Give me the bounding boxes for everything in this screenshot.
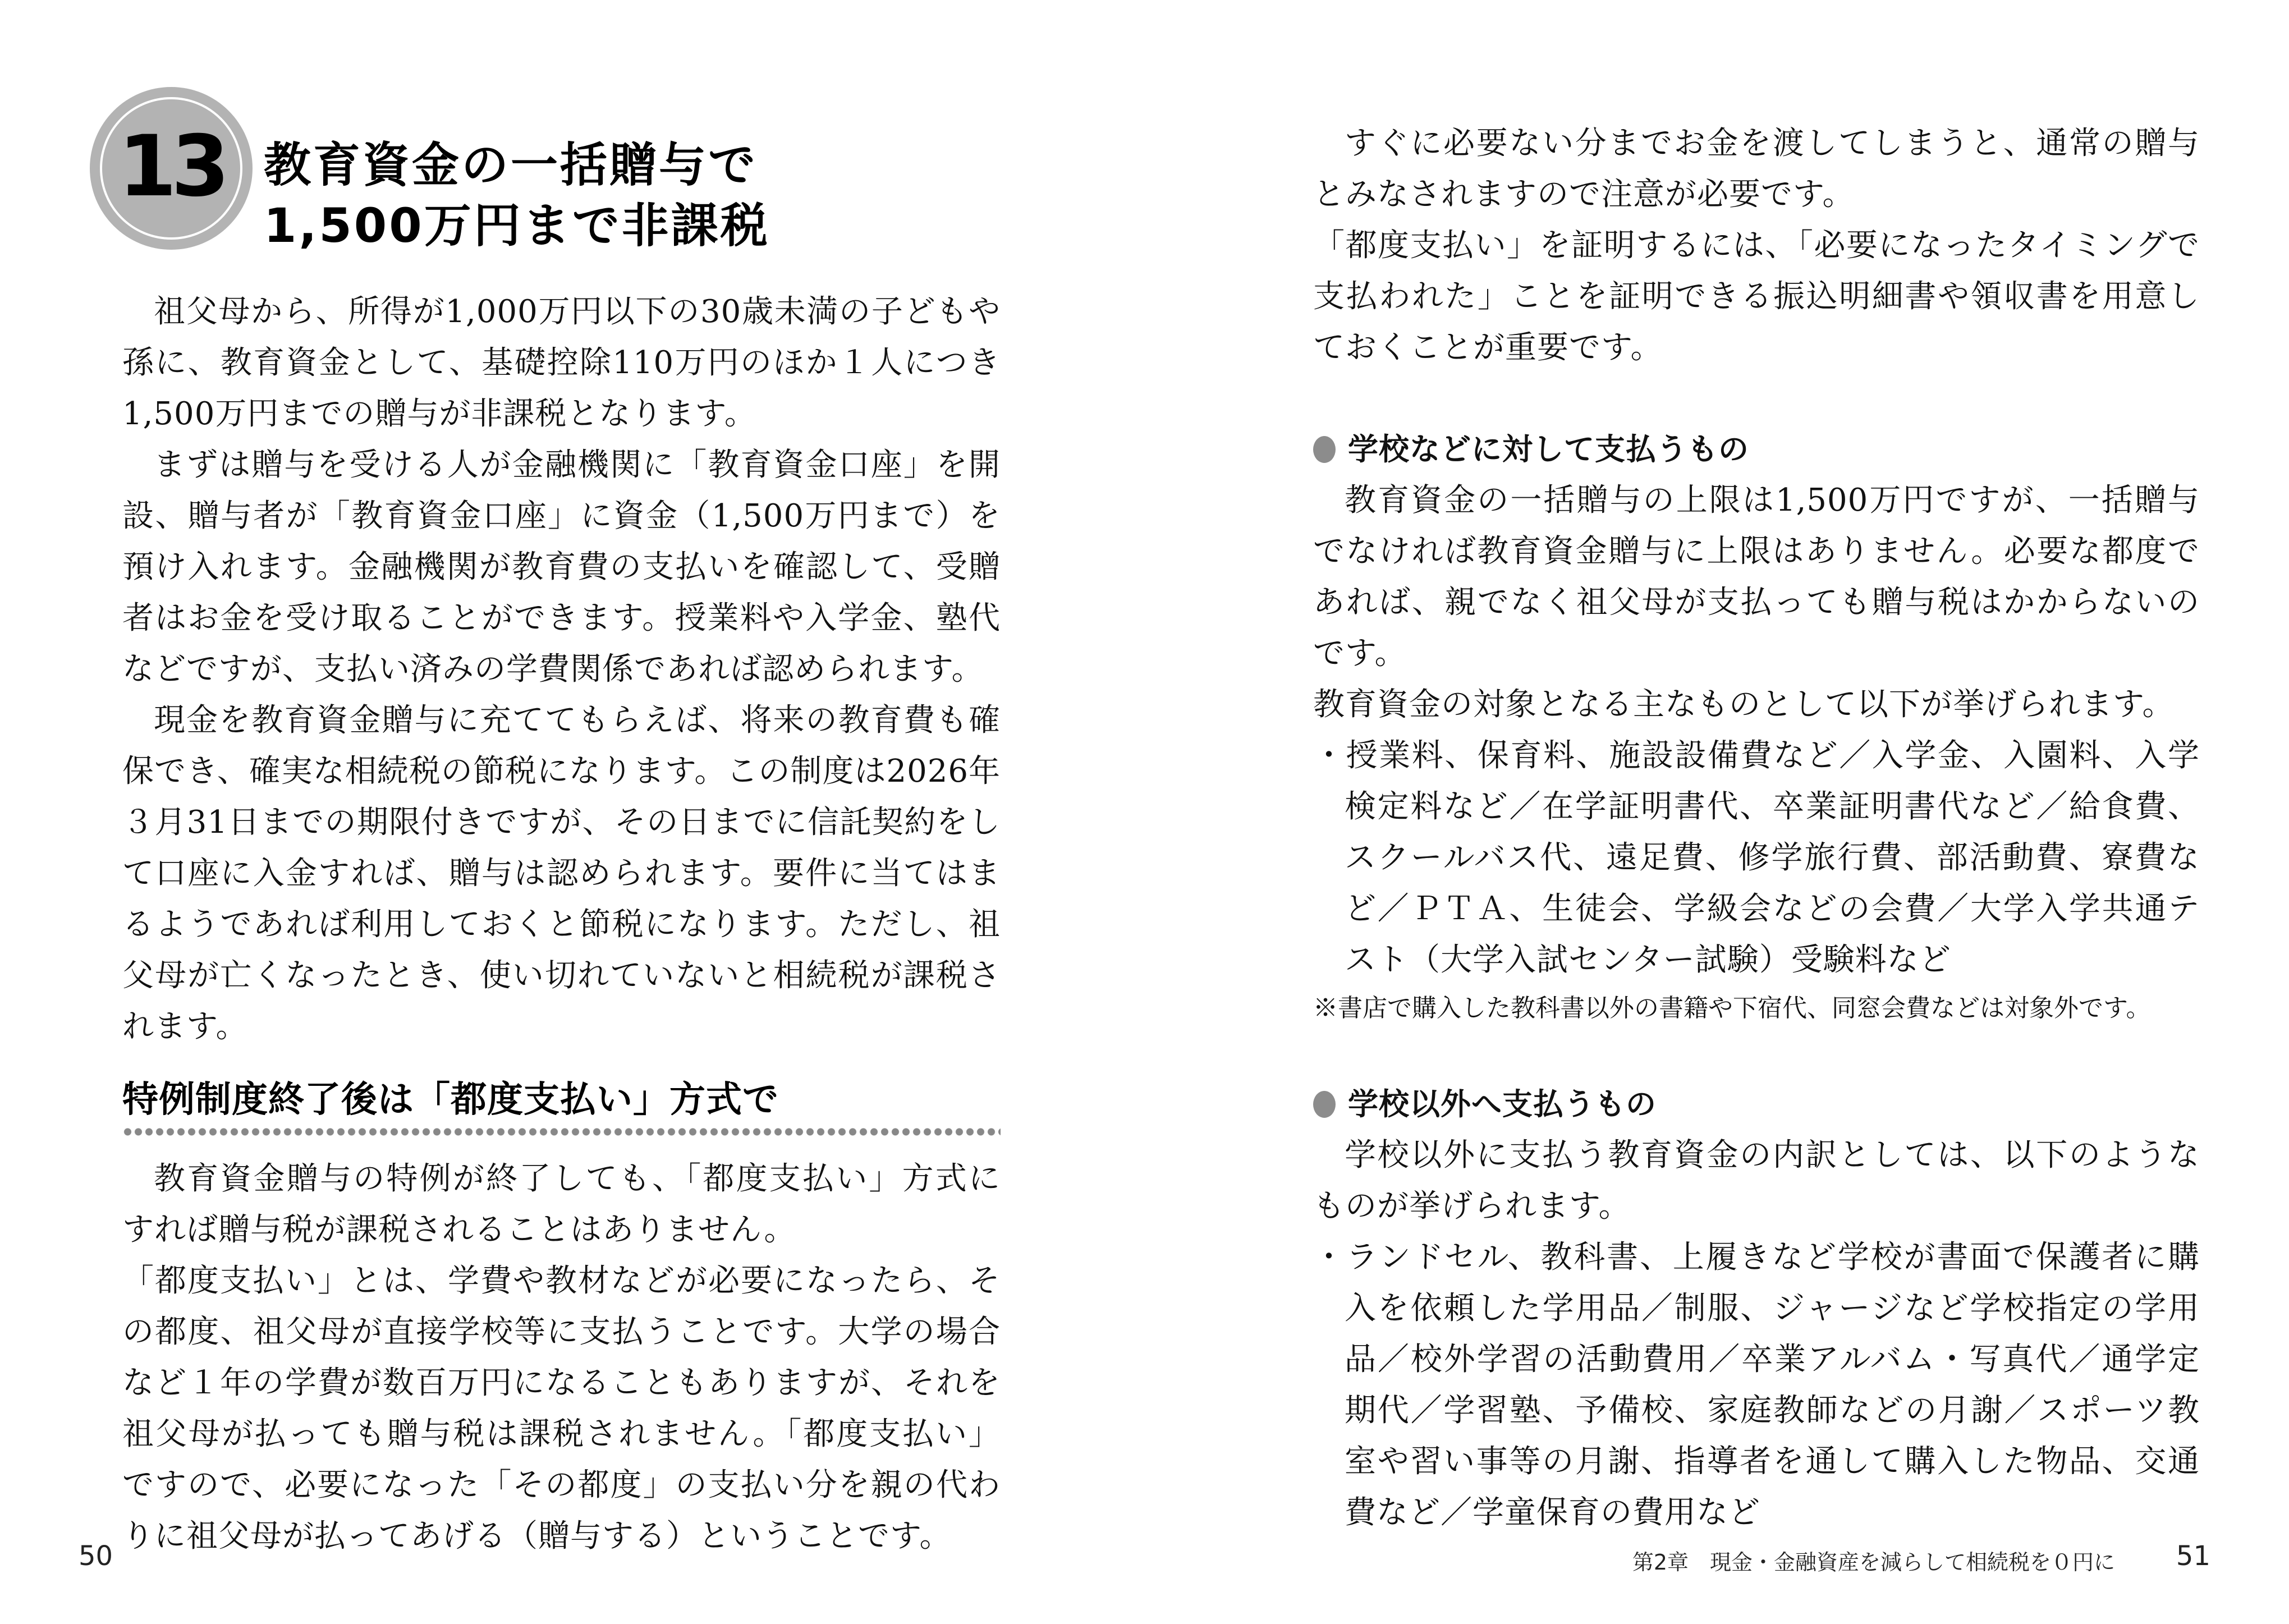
- subheading: 特例制度終了後は「都度支払い」方式で: [122, 1079, 779, 1121]
- paragraph: 教育資金の一括贈与の上限は1,500万円ですが、一括贈与でなければ教育資金贈与に上限はありません。必要な都度であれば、親でなく祖父母が支払っても贈与税はかからないのです。: [1313, 482, 2200, 672]
- dotted-divider: [122, 1127, 1001, 1136]
- paragraph: 現金を教育資金贈与に充ててもらえば、将来の教育費も確保でき、確実な相続税の節税になります。この制度は2026年３月31日までの期限付きですが、その日までに信託契約をして口座に入金すれば、贈与は認められます。要件に当てはまるようであれば利用しておくと節税になります。ただし、祖父母が亡くなったとき、使い切れていないと相続税が課税されます。: [122, 702, 1001, 1045]
- right-body: [1313, 118, 2200, 1538]
- page-number: 50: [79, 1540, 113, 1572]
- title-line-1: 教育資金の一括贈与で: [264, 137, 758, 192]
- list-item: ・ランドセル、教科書、上履きなど学校が書面で保護者に購入を依頼した学用品／制服、ジャージなど学校指定の学用品／校外学習の活動費用／卒業アルバム・写真代／通学定期代／学習塾、予備校、家庭教師などの月謝／スポーツ教室や習い事等の月謝、指導者を通して購入した物品、交通費など／学童保育の費用など: [1313, 1239, 2200, 1531]
- right-page: [1145, 0, 2289, 1624]
- section-heading-text: 学校以外へ支払うもの: [1348, 1086, 1657, 1122]
- paragraph: 教育資金贈与の特例が終了しても、「都度支払い」方式にすれば贈与税が課税されることはありません。: [122, 1160, 1001, 1248]
- bullet-circle-icon: [1313, 1091, 1336, 1118]
- section-heading-text: 学校などに対して支払うもの: [1348, 432, 1749, 467]
- bullet-circle-icon: [1313, 436, 1336, 463]
- page-title: [264, 135, 993, 256]
- section-heading: [1313, 1079, 2200, 1130]
- paragraph: 教育資金の対象となる主なものとして以下が挙げられます。: [1313, 686, 2175, 723]
- paragraph: 「都度支払い」とは、学費や教材などが必要になったら、その都度、祖父母が直接学校等に支払うことです。大学の場合など１年の学費が数百万円になることもありますが、それを祖父母が払っても贈与税は課税されません。「都度支払い」ですので、必要になった「その都度」の支払い分を親の代わりに祖父母が払ってあげる（贈与する）ということです。: [122, 1263, 1001, 1554]
- page-number: 51: [2176, 1540, 2210, 1572]
- section-number: 13: [118, 118, 224, 215]
- running-head: 第2章 現金・金融資産を減らして相続税を０円に: [1632, 1550, 2115, 1575]
- paragraph: 祖父母から、所得が1,000万円以下の30歳未満の子どもや孫に、教育資金として、基礎控除110万円のほか１人につき1,500万円までの贈与が非課税となります。: [122, 293, 1001, 432]
- paragraph: 「都度支払い」を証明するには、「必要になったタイミングで支払われた」ことを証明できる振込明細書や領収書を用意しておくことが重要です。: [1313, 227, 2200, 366]
- list-item: ・授業料、保育料、施設設備費など／入学金、入園料、入学検定料など／在学証明書代、卒業証明書代など／給食費、スクールバス代、遠足費、修学旅行費、部活動費、寮費など／ＰＴＡ、生徒会、学級会などの会費／大学入学共通テスト（大学入試センター試験）受験料など: [1313, 737, 2200, 978]
- paragraph: すぐに必要ない分までお金を渡してしまうと、通常の贈与とみなされますので注意が必要です。: [1313, 125, 2200, 213]
- paragraph: まずは贈与を受ける人が金融機関に「教育資金口座」を開設、贈与者が「教育資金口座」に資金（1,500万円まで）を預け入れます。金融機関が教育費の支払いを確認して、受贈者はお金を受け取ることができます。授業料や入学金、塾代などですが、支払い済みの学費関係であれば認められます。: [122, 447, 1001, 687]
- section-number-badge: [90, 87, 253, 250]
- left-page: [0, 0, 1144, 1624]
- left-body: [122, 286, 1001, 1562]
- footnote: ※書店で購入した教科書以外の書籍や下宿代、同窓会費などは対象外です。: [1313, 994, 2151, 1022]
- title-line-2: 1,500万円まで非課税: [264, 198, 770, 253]
- section-heading: [1313, 424, 2200, 475]
- paragraph: 学校以外に支払う教育資金の内訳としては、以下のようなものが挙げられます。: [1313, 1137, 2200, 1224]
